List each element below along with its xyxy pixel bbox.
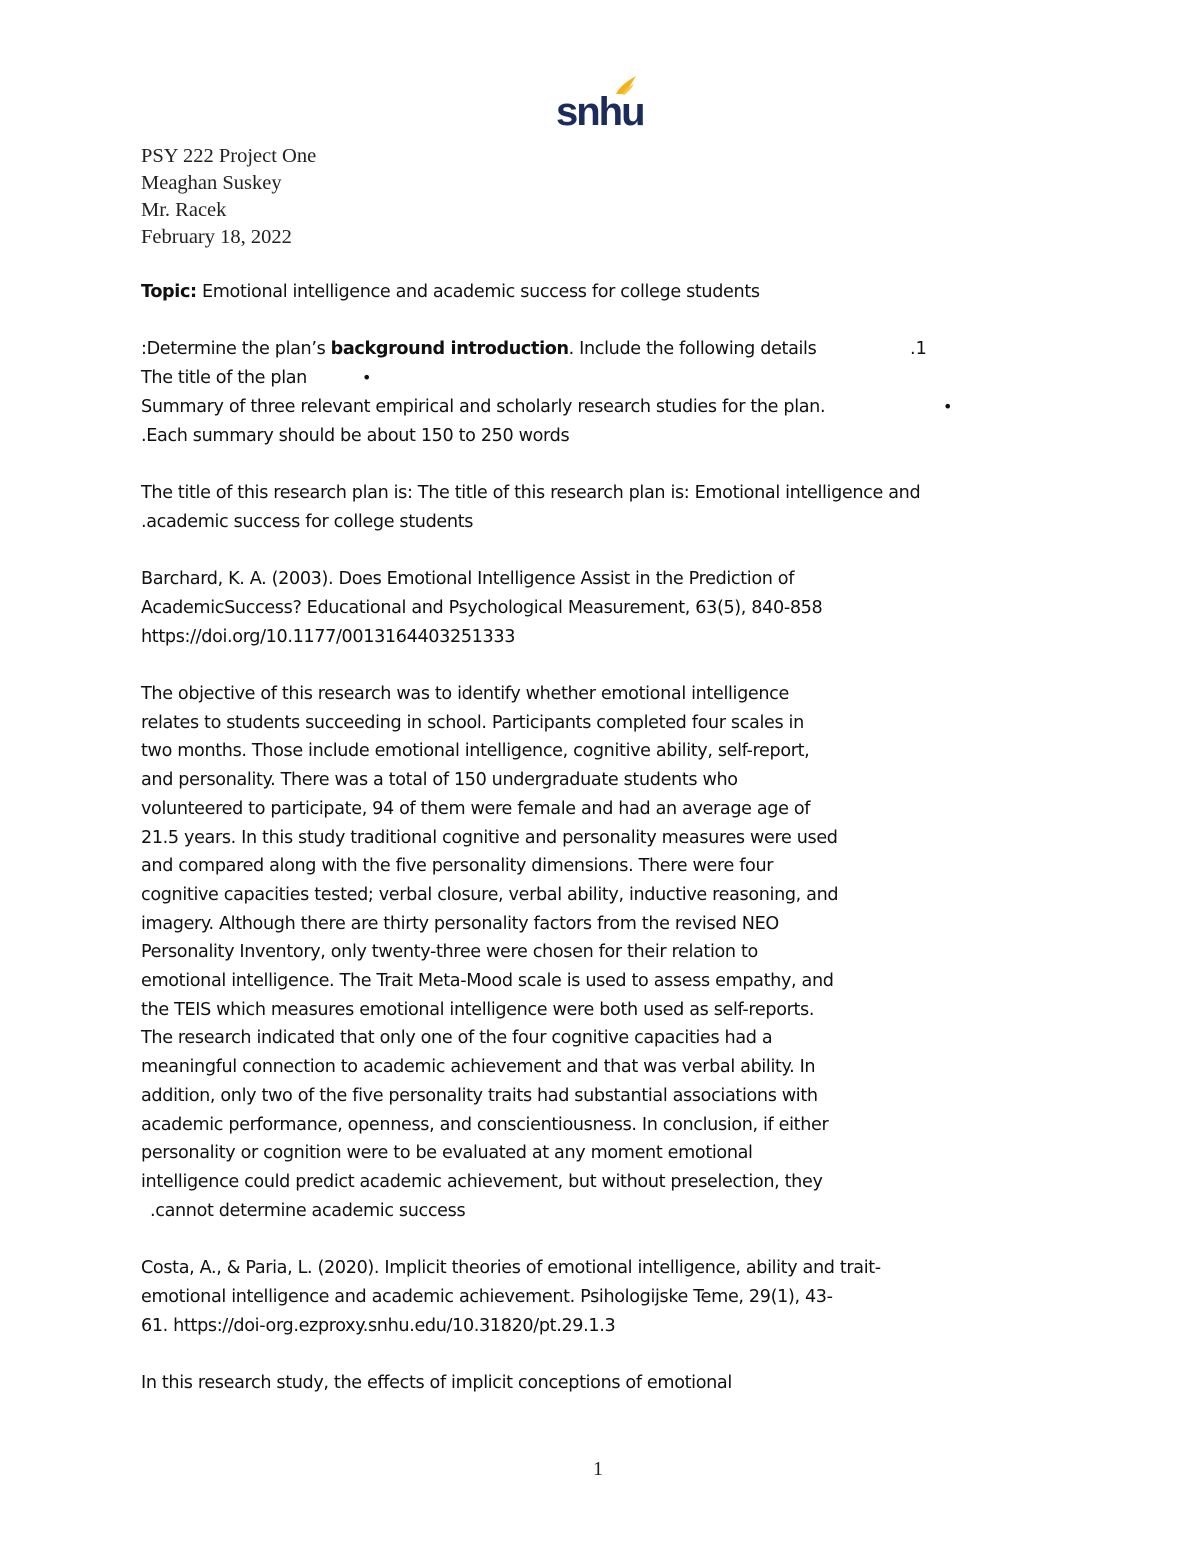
snhu-logo bbox=[556, 74, 646, 134]
list-number: .1 bbox=[910, 339, 927, 359]
summary-1-line: The objective of this research was to identify whether emotional intelligence bbox=[141, 684, 789, 704]
bullet-item-title: The title of the plan bbox=[141, 368, 307, 388]
topic-label: Topic: bbox=[141, 282, 197, 302]
student-name: Meaghan Suskey bbox=[141, 172, 282, 194]
page-number: 1 bbox=[593, 1458, 603, 1480]
summary-1-line: personality or cognition were to be evaluated at any moment emotional bbox=[141, 1143, 753, 1164]
summary-1-line: two months. Those include emotional intelligence, cognitive ability, self-report, bbox=[141, 741, 810, 762]
instructor-name: Mr. Racek bbox=[141, 199, 227, 221]
summary-1-line: and personality. There was a total of 150 undergraduate students who bbox=[141, 770, 738, 791]
summary-1-line: cognitive capacities tested; verbal closure, verbal ability, inductive reasoning, and bbox=[141, 884, 839, 905]
summary-1-line: imagery. Although there are thirty personality factors from the revised NEO bbox=[141, 913, 779, 934]
topic-text: Emotional intelligence and academic success for college students bbox=[196, 282, 760, 302]
summary-1-line: The research indicated that only one of the four cognitive capacities had a bbox=[141, 1028, 773, 1049]
instruction-bold: background introduction bbox=[330, 339, 569, 359]
reference-2-line: emotional intelligence and academic achievement. Psihologijske Teme, 29(1), 43- bbox=[141, 1287, 833, 1307]
reference-1-line: Barchard, K. A. (2003). Does Emotional Intelligence Assist in the Prediction of bbox=[141, 569, 795, 589]
reference-2-line: 61. https://doi-org.ezproxy.snhu.edu/10.31820/pt.29.1.3 bbox=[141, 1316, 616, 1336]
summary-1-line: addition, only two of the five personality traits had substantial associations with bbox=[141, 1085, 818, 1106]
header-block bbox=[141, 143, 316, 251]
instruction-post: . Include the following details bbox=[568, 339, 817, 359]
summary-1-line: Personality Inventory, only twenty-three were chosen for their relation to bbox=[141, 942, 758, 963]
logo-text: snhu bbox=[556, 90, 644, 134]
instruction-line bbox=[141, 339, 816, 359]
bullet-icon: • bbox=[943, 397, 953, 416]
instruction-pre: :Determine the plan’s bbox=[141, 339, 331, 359]
title-statement-line2: .academic success for college students bbox=[141, 512, 474, 532]
title-statement-line1: The title of this research plan is: The title of this research plan is: Emotional intelligence and bbox=[141, 483, 921, 503]
course-title: PSY 222 Project One bbox=[141, 145, 317, 167]
topic-line bbox=[141, 282, 760, 302]
summary-1-line: relates to students succeeding in school. Participants completed four scales in bbox=[141, 712, 804, 733]
summary-2-first-line: In this research study, the effects of implicit conceptions of emotional bbox=[141, 1373, 732, 1393]
submission-date: February 18, 2022 bbox=[141, 226, 292, 248]
reference-1-line: AcademicSuccess? Educational and Psychological Measurement, 63(5), 840-858 bbox=[141, 598, 823, 618]
summary-1-line: 21.5 years. In this study traditional cognitive and personality measures were used bbox=[141, 827, 838, 848]
summary-1-line: meaningful connection to academic achievement and that was verbal ability. In bbox=[141, 1057, 816, 1078]
summary-1-line: emotional intelligence. The Trait Meta-Mood scale is used to assess empathy, and bbox=[141, 971, 834, 991]
summary-1-line: the TEIS which measures emotional intelligence were both used as self-reports. bbox=[141, 999, 815, 1020]
summary-1-line: intelligence could predict academic achievement, but without preselection, they bbox=[141, 1171, 823, 1192]
summary-1-line: .cannot determine academic success bbox=[150, 1200, 466, 1221]
summary-1-line: volunteered to participate, 94 of them were female and had an average age of bbox=[141, 798, 811, 819]
summary-1-line: academic performance, openness, and conscientiousness. In conclusion, if either bbox=[141, 1114, 829, 1135]
summary-1-line: and compared along with the five personality dimensions. There were four bbox=[141, 856, 774, 877]
bullet-icon: • bbox=[362, 368, 372, 387]
bullet-item-summary: Summary of three relevant empirical and scholarly research studies for the plan. bbox=[141, 397, 826, 417]
reference-1-line: https://doi.org/10.1177/0013164403251333 bbox=[141, 627, 516, 647]
reference-2-line: Costa, A., & Paria, L. (2020). Implicit theories of emotional intelligence, ability and trait- bbox=[141, 1258, 881, 1278]
bullet-item-summary-cont: .Each summary should be about 150 to 250 words bbox=[141, 426, 570, 446]
